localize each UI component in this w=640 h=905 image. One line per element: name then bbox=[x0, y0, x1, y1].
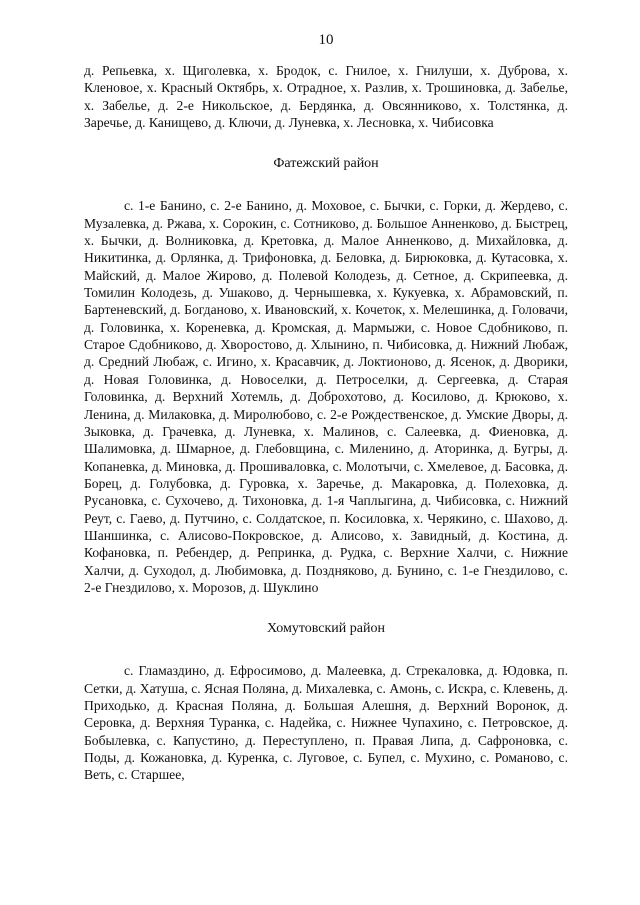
section-text-khomutovsky: с. Гламаздино, д. Ефросимово, д. Малеевка, д. Стрекаловка, д. Юдовка, п. Сетки, д. Хатуша, с. Ясная Поляна, д. Михалевка, с. Амонь, с. Искра, с. Клевень, д. Приходько, д. Красная Поляна, д. Большая Алешня, д. Верхний Воронок, д. Серовка, д. Верхняя Туранка, с. Надейка, с. Нижнее Чупахино, с. Петровское, д. Бобылевка, с. Капустино, д. Переступлено, п. Правая Липа, д. Сафроновка, с. Поды, д. Кожановка, д. Куренка, с. Луговое, с. Бупел, с. Мухино, с. Романово, с. Веть, с. Старшее, bbox=[84, 663, 568, 783]
section-text-fatezh: с. 1-е Банино, с. 2-е Банино, д. Моховое, с. Бычки, с. Горки, д. Жердево, с. Музалевка, д. Ржава, х. Сорокин, с. Сотниково, д. Большое Анненково, д. Быстрец, х. Бычки, д. Волниковка, д. Кретовка, д. Малое Анненково, д. Михайловка, д. Никитинка, д. Орлянка, д. Трифоновка, д. Беловка, д. Бирюковка, д. Кутасовка, х. Майский, д. Малое Жирово, д. Полевой Колодезь, д. Сетное, д. Скрипеевка, д. Томилин Колодезь, д. Ушаково, д. Чернышевка, х. Кукуевка, х. Абрамовский, п. Бартеневский, д. Богданово, х. Ивановский, х. Кочеток, х. Мелешинка, д. Головачи, д. Головинка, х. Кореневка, д. Кромская, д. Мармыжи, с. Новое Сдобниково, п. Старое Сдобниково, д. Хворостово, д. Хлынино, п. Чибисовка, д. Нижний Любаж, д. Средний Любаж, с. Игино, х. Красавчик, д. Локтионово, д. Ясенок, д. Дворики, д. Новая Головинка, д. Новоселки, д. Петроселки, д. Сергеевка, д. Старая Головинка, д. Верхний Хотемль, д. Доброхотово, д. Косилово, д. Крюково, х. Ленина, д. Милаковка, д. Миролюбово, с. 2-е Рождественское, д. Умские Дворы, д. Зыковка, д. Грачевка, д. Луневка, х. Малинов, с. Салеевка, д. Фиеновка, д. Шалимовка, д. Шмарное, д. Глебовщина, с. Миленино, д. Аторинка, д. Бугры, д. Копаневка, д. Миновка, д. Прошиваловка, с. Молотычи, с. Хмелевое, д. Басовка, д. Борец, д. Голубовка, д. Гуровка, х. Заречье, д. Макаровка, д. Полеховка, д. Русановка, с. Сухочево, д. Тихоновка, д. 1-я Чаплыгина, д. Чибисовка, с. Нижний Реут, с. Гаево, д. Путчино, с. Солдатское, п. Косиловка, х. Черякино, с. Шахово, д. Шаншинка, с. Алисово-Покровское, д. Алисово, х. Завидный, д. Костина, д. Кофановка, п. Ребендер, д. Репринка, д. Рудка, с. Верхние Халчи, с. Нижние Халчи, д. Суходол, д. Любимовка, д. Поздняково, д. Бунино, с. 1-е Гнездилово, с. 2-е Гнездилово, х. Морозов, д. Шуклино bbox=[84, 198, 568, 595]
section-title-khomutovsky: Хомутовский район bbox=[267, 621, 385, 637]
intro-paragraph: д. Репьевка, х. Щиголевка, х. Бродок, с. Гнилое, х. Гнилуши, х. Дуброва, х. Кленовое, х. Красный Октябрь, х. Отрадное, х. Разлив, х. Трошиновка, д. Забелье, х. Забелье, д. 2-е Никольское, д. Бердянка, д. Овсянниково, х. Толстянка, д. Заречье, д. Канищево, д. Ключи, д. Луневка, х. Лесновка, х. Чибисовка bbox=[84, 63, 568, 131]
page-number: 10 bbox=[318, 32, 334, 48]
document-page bbox=[84, 30, 568, 784]
section-title-fatezh: Фатежский район bbox=[273, 156, 379, 172]
